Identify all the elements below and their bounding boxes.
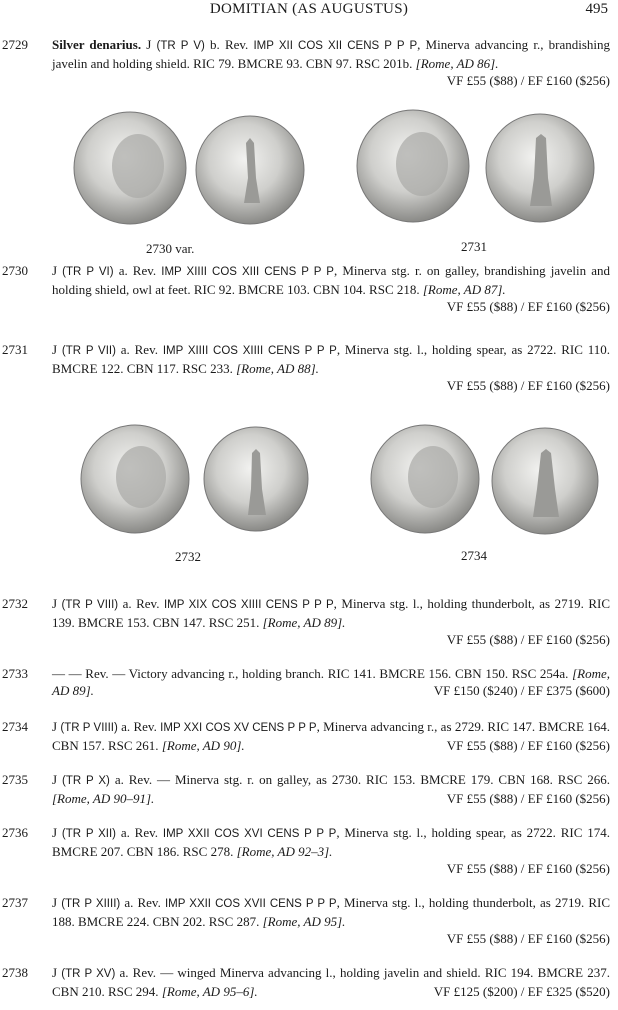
- mint-date: [Rome, AD 95].: [262, 914, 346, 929]
- reverse-legend: IMP XXII COS XVI CENS P P P: [162, 828, 337, 840]
- entry-text: J (TR P XII) a. Rev. IMP XXII COS XVI CENS P P P, Minerva stg. l., holding spear, as 2722. RIC 174. BMCRE 207. CBN 186. RSC 278. [Rome, AD 92–3]. VF £55 ($88) / EF £160 ($256): [52, 825, 611, 876]
- entry-number: 2733: [2, 666, 28, 681]
- entry-number: 2737: [2, 895, 28, 910]
- mint-date: [Rome, AD 92–3].: [236, 844, 333, 859]
- entry-number: 2734: [2, 719, 28, 734]
- mint-date: [Rome, AD 90–91].: [52, 791, 155, 806]
- entry-text: J (TR P VIIII) a. Rev. IMP XXI COS XV CENS P P P, Minerva advancing r., as 2729. RIC 147. BMCRE 164. CBN 157. RSC 261. [Rome, AD 90]. VF £55 ($88) / EF £160 ($256): [52, 719, 611, 753]
- entry-number: 2729: [2, 37, 28, 52]
- plate-caption: 2734: [461, 548, 487, 563]
- price: VF £55 ($88) / EF £160 ($256): [446, 378, 610, 393]
- page-header: [0, 0, 618, 22]
- mint-date: [Rome, AD 90].: [161, 738, 245, 753]
- reverse-legend: IMP XIIII COS XIIII CENS P P P: [162, 345, 337, 357]
- price: VF £55 ($88) / EF £160 ($256): [446, 73, 610, 88]
- denomination: Silver denarius.: [52, 37, 142, 52]
- reverse-legend: IMP XIX COS XIIII CENS P P P: [163, 599, 334, 611]
- mint-date: [Rome, AD 88].: [236, 361, 319, 376]
- price: VF £55 ($88) / EF £160 ($256): [446, 299, 610, 314]
- mint-date: [Rome, AD 89].: [52, 666, 610, 698]
- entry-number: 2735: [2, 772, 28, 787]
- reverse-legend: IMP XXI COS XV CENS P P P: [160, 722, 317, 734]
- reverse-legend: IMP XXII COS XVII CENS P P P: [164, 898, 337, 910]
- entry-text: J (TR P VII) a. Rev. IMP XIIII COS XIIII CENS P P P, Minerva stg. l., holding spear, as 2722. RIC 110. BMCRE 122. CBN 117. RSC 233. [Rome, AD 88]. VF £55 ($88) / EF £160 ($256): [52, 342, 610, 393]
- plate-caption: 2731: [461, 239, 487, 254]
- mint-date: [Rome, AD 95–6].: [161, 984, 258, 999]
- entry-number: 2730: [2, 263, 28, 278]
- reverse-legend: IMP XII COS XII CENS P P P: [253, 40, 418, 52]
- price: VF £55 ($88) / EF £160 ($256): [446, 632, 610, 647]
- price: VF £55 ($88) / EF £160 ($256): [446, 738, 610, 753]
- mint-date: [Rome, AD 87].: [422, 282, 506, 297]
- entry-number: 2736: [2, 825, 28, 840]
- entry-text: — — Rev. — Victory advancing r., holding branch. RIC 141. BMCRE 156. CBN 150. RSC 254a. [Rome, AD 89]. VF £150 ($240) / EF £375 ($600): [52, 666, 610, 698]
- entry-number: 2738: [2, 965, 28, 980]
- plate-caption: 2732: [175, 549, 201, 564]
- coin-photographs: [65, 423, 618, 538]
- entry-text: J (TR P XV) a. Rev. — winged Minerva advancing l., holding javelin and shield. RIC 194. BMCRE 237. CBN 210. RSC 294. [Rome, AD 95–6]. VF £125 ($200) / EF £325 ($520): [52, 965, 611, 999]
- coin-plate: [60, 108, 618, 228]
- coin-plate: [65, 423, 618, 538]
- coin-photographs: [60, 108, 618, 228]
- price: VF £125 ($200) / EF £325 ($520): [433, 984, 610, 999]
- entry-number: 2732: [2, 596, 28, 611]
- page-number: 495: [585, 1, 608, 17]
- price: VF £150 ($240) / EF £375 ($600): [433, 683, 610, 698]
- price: VF £55 ($88) / EF £160 ($256): [446, 931, 610, 946]
- entry-number: 2731: [2, 342, 28, 357]
- entry-text: Silver denarius. J (TR P V) b. Rev. IMP XII COS XII CENS P P P, Minerva advancing r., brandishing javelin and holding shield. RIC 79. BMCRE 93. CBN 97. RSC 201b. [Rome, AD 86]. VF £55 ($88) / EF £160 ($256): [52, 37, 611, 88]
- entry-text: J (TR P XIIII) a. Rev. IMP XXII COS XVII CENS P P P, Minerva stg. l., holding thunderbolt, as 2719. RIC 188. BMCRE 224. CBN 202. RSC 287. [Rome, AD 95]. VF £55 ($88) / EF £160 ($256): [52, 895, 611, 946]
- entry-text: J (TR P X) a. Rev. — Minerva stg. r. on galley, as 2730. RIC 153. BMCRE 179. CBN 168. RSC 266. [Rome, AD 90–91]. VF £55 ($88) / EF £160 ($256): [52, 772, 611, 806]
- reverse-legend: IMP XIIII COS XIII CENS P P P: [161, 266, 334, 278]
- entry-text: J (TR P VIII) a. Rev. IMP XIX COS XIIII CENS P P P, Minerva stg. l., holding thunderbolt, as 2719. RIC 139. BMCRE 153. CBN 147. RSC 251. [Rome, AD 89]. VF £55 ($88) / EF £160 ($256): [52, 596, 611, 647]
- mint-date: [Rome, AD 89].: [262, 615, 346, 630]
- running-title: DOMITIAN (AS AUGUSTUS): [209, 1, 409, 17]
- price: VF £55 ($88) / EF £160 ($256): [446, 791, 610, 806]
- entry-text: J (TR P VI) a. Rev. IMP XIIII COS XIII CENS P P P, Minerva stg. r. on galley, brandishing javelin and holding shield, owl at feet. RIC 92. BMCRE 103. CBN 104. RSC 218. [Rome, AD 87]. VF £55 ($88) / EF £160 ($256): [52, 263, 611, 314]
- price: VF £55 ($88) / EF £160 ($256): [446, 861, 610, 876]
- mint-date: [Rome, AD 86].: [415, 56, 499, 71]
- plate-caption: 2730 var.: [146, 241, 195, 256]
